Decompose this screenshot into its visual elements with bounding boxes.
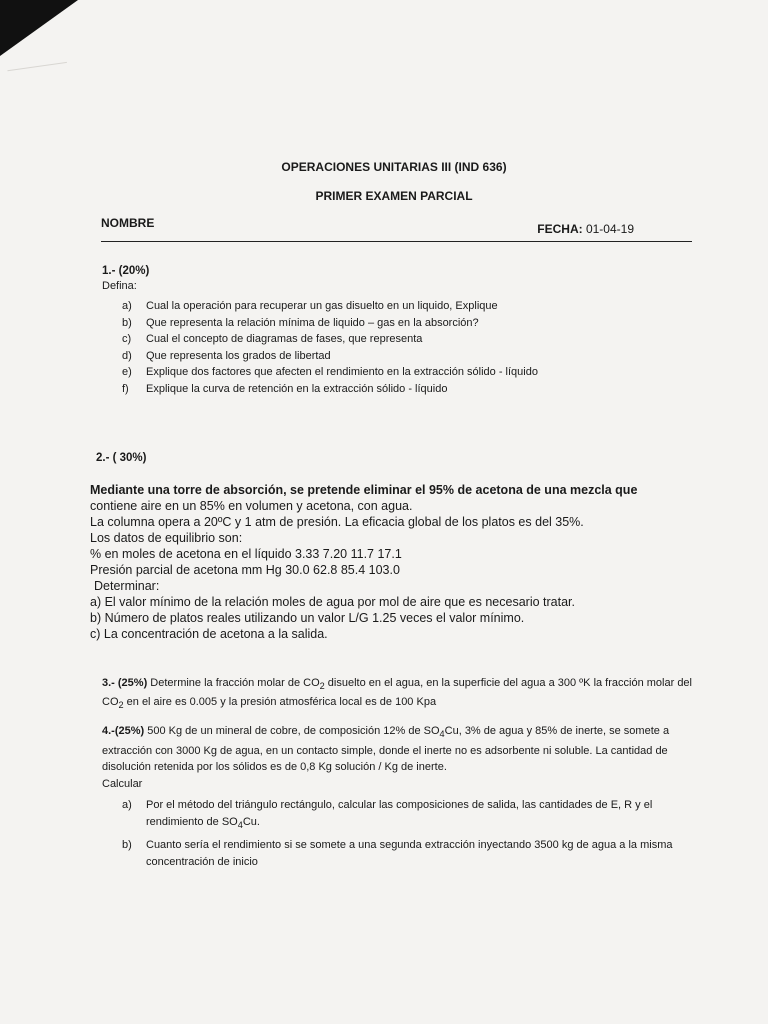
question-2-line: Los datos de equilibrio son: — [90, 531, 243, 545]
question-2-line: a) El valor mínimo de la relación moles de agua por mol de aire que es necesario tratar. — [90, 595, 575, 609]
question-2 — [90, 482, 710, 642]
list-item — [102, 381, 702, 398]
item-text: Que representa los grados de libertad — [146, 349, 331, 362]
subscript: 2 — [319, 681, 325, 692]
item-text-tail: Cu. — [242, 815, 260, 828]
item-text: Cual la operación para recuperar un gas disuelto en un liquido, Explique — [146, 300, 498, 312]
equilibrium-liquid-row: % en moles de acetona en el líquido 3.33 7.20 11.7 17.1 — [90, 547, 402, 561]
list-item — [102, 298, 702, 315]
course-title: OPERACIONES UNITARIAS III (IND 636) — [281, 160, 507, 174]
item-letter: c) — [122, 333, 132, 345]
question-3-text: en el aire es 0.005 y la presión atmosférica local es de 100 Kpa — [123, 696, 437, 709]
question-1-list — [102, 298, 702, 397]
item-letter: d) — [122, 349, 132, 362]
item-letter: e) — [122, 366, 132, 378]
question-4-text: Cu, 3% de agua y 85% de inerte, se somete a extracción con 3000 Kg de agua, en un contacto simple, donde el inerte no es adsorbente ni soluble. La cantidad de disolución retenida por los sólidos es de 0,8 Kg solución / Kg de inerte. — [102, 725, 670, 774]
list-item — [102, 364, 702, 381]
question-4-list — [102, 797, 698, 870]
question-4-heading: 4.-(25%) — [102, 725, 145, 737]
date-value: 01-04-19 — [585, 222, 634, 236]
question-4-body — [102, 723, 698, 776]
item-text: Cual el concepto de diagramas de fases, que representa — [146, 333, 423, 345]
subscript: 4 — [439, 729, 445, 740]
equilibrium-pressure-row: Presión parcial de acetona mm Hg 30.0 62.8 85.4 103.0 — [90, 563, 400, 577]
subscript: 4 — [237, 819, 243, 830]
date-field — [537, 222, 634, 236]
question-2-heading: 2.- ( 30%) — [96, 452, 147, 464]
question-4 — [102, 723, 698, 874]
question-3-text: disuelto en el agua, en la superficie del agua a 300 ºK la fracción molar del CO — [102, 677, 692, 709]
question-2-line: c) La concentración de acetona a la salida. — [90, 627, 328, 641]
calc-label: Calcular — [102, 777, 143, 790]
item-text: Cuanto sería el rendimiento si se somete a una segunda extracción inyectando 3500 kg de agua a la misma concentración de inicio — [146, 839, 673, 868]
question-2-line: Mediante una torre de absorción, se pretende eliminar el 95% de acetona de una mezcla que — [90, 483, 638, 497]
scan-mark — [7, 62, 68, 83]
list-item — [102, 315, 702, 332]
item-text: Por el método del triángulo rectángulo, calcular las composiciones de salida, las cantidades de E, R y el rendimiento de SO — [146, 799, 653, 828]
exam-title: PRIMER EXAMEN PARCIAL — [315, 189, 473, 203]
subscript: 2 — [118, 700, 124, 711]
item-letter: f) — [122, 382, 129, 395]
list-item — [102, 797, 698, 833]
date-label: FECHA: — [537, 222, 583, 236]
question-2-line: contiene aire en un 85% en volumen y acetona, con agua. — [90, 499, 413, 513]
item-letter: b) — [122, 839, 132, 852]
header-row — [101, 215, 692, 242]
question-2-line: Determinar: — [94, 579, 160, 593]
list-item — [102, 348, 702, 365]
question-2-line: La columna opera a 20ºC y 1 atm de presión. La eficacia global de los platos es del 35%. — [90, 515, 584, 529]
list-item — [102, 837, 698, 870]
question-1 — [102, 264, 702, 397]
name-label: NOMBRE — [101, 216, 155, 230]
item-letter: a) — [122, 300, 132, 312]
item-text: Explique la curva de retención en la extracción sólido - líquido — [146, 382, 448, 395]
question-3-text: Determine la fracción molar de CO — [147, 677, 320, 689]
question-1-heading: 1.- (20%) — [102, 265, 150, 277]
item-letter: b) — [122, 316, 132, 329]
item-text: Explique dos factores que afecten el rendimiento en la extracción sólido - líquido — [146, 366, 538, 378]
question-3-heading: 3.- (25%) — [102, 677, 148, 689]
item-letter: a) — [122, 799, 132, 812]
question-1-intro: Defina: — [102, 280, 137, 292]
question-2-line: b) Número de platos reales utilizando un valor L/G 1.25 veces el valor mínimo. — [90, 611, 525, 625]
list-item — [102, 331, 702, 348]
item-text: Que representa la relación mínima de liquido – gas en la absorción? — [146, 316, 479, 329]
question-4-text: 500 Kg de un mineral de cobre, de composición 12% de SO — [144, 725, 440, 737]
scan-corner-shadow — [0, 0, 78, 56]
question-3 — [102, 675, 698, 713]
